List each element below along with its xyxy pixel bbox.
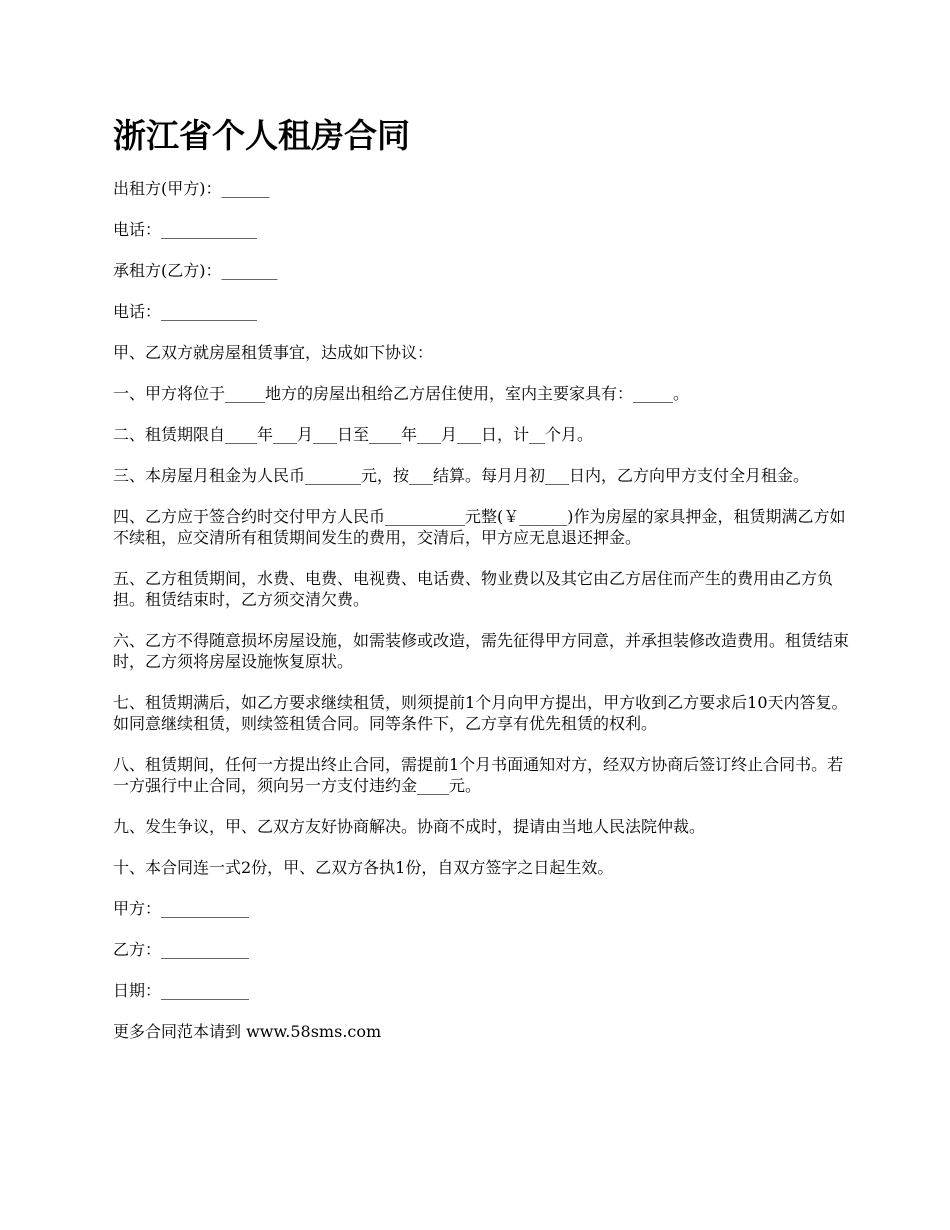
clause-7: 七、租赁期满后，如乙方要求继续租赁，则须提前1个月向甲方提出，甲方收到乙方要求后10天内答复。如同意继续租赁，则续签租赁合同。同等条件下，乙方享有优先租赁的权利。 [113, 693, 848, 733]
clause-1: 一、甲方将位于_____地方的房屋出租给乙方居住使用，室内主要家具有：_____。 [113, 384, 690, 403]
clause-5: 五、乙方租赁期间，水费、电费、电视费、电话费、物业费以及其它由乙方居住而产生的费用由乙方负担。租赁结束时，乙方须交清欠费。 [113, 569, 834, 609]
date-line: 日期：___________ [113, 981, 250, 1000]
clause-3: 三、本房屋月租金为人民币_______元，按___结算。每月月初___日内，乙方向甲方支付全月租金。 [113, 466, 810, 485]
lessor-line: 出租方(甲方)：______ [113, 179, 270, 198]
lessee-line: 承租方(乙方)：_______ [113, 261, 278, 280]
footer-link-text: 更多合同范本请到 www.58sms.com [113, 1022, 382, 1041]
clause-6: 六、乙方不得随意损坏房屋设施，如需装修或改造，需先征得甲方同意，并承担装修改造费用。租赁结束时，乙方须将房屋设施恢复原状。 [113, 631, 850, 671]
contract-page [113, 108, 858, 1062]
lessor-phone-line: 电话：____________ [113, 220, 258, 239]
clause-10: 十、本合同连一式2份，甲、乙双方各执1份，自双方签字之日起生效。 [113, 858, 614, 877]
document-title: 浙江省个人租房合同 [113, 116, 410, 155]
clause-9: 九、发生争议，甲、乙双方友好协商解决。协商不成时，提请由当地人民法院仲裁。 [113, 817, 706, 836]
clause-8: 八、租赁期间，任何一方提出终止合同，需提前1个月书面通知对方，经双方协商后签订终止合同书。若一方强行中止合同，须向另一方支付违约金____元。 [113, 755, 844, 795]
party-b-signature-line: 乙方：___________ [113, 940, 250, 959]
lessee-phone-line: 电话：____________ [113, 302, 258, 321]
clause-2: 二、租赁期限自____年___月___日至____年___月___日，计__个月。 [113, 425, 594, 444]
party-a-signature-line: 甲方：___________ [113, 899, 250, 918]
clause-4: 四、乙方应于签合约时交付甲方人民币__________元整(￥______)作为房屋的家具押金，租赁期满乙方如不续租，应交清所有租赁期间发生的费用，交清后，甲方应无息退还押金。 [113, 507, 846, 547]
agreement-intro: 甲、乙双方就房屋租赁事宜，达成如下协议： [113, 343, 434, 362]
